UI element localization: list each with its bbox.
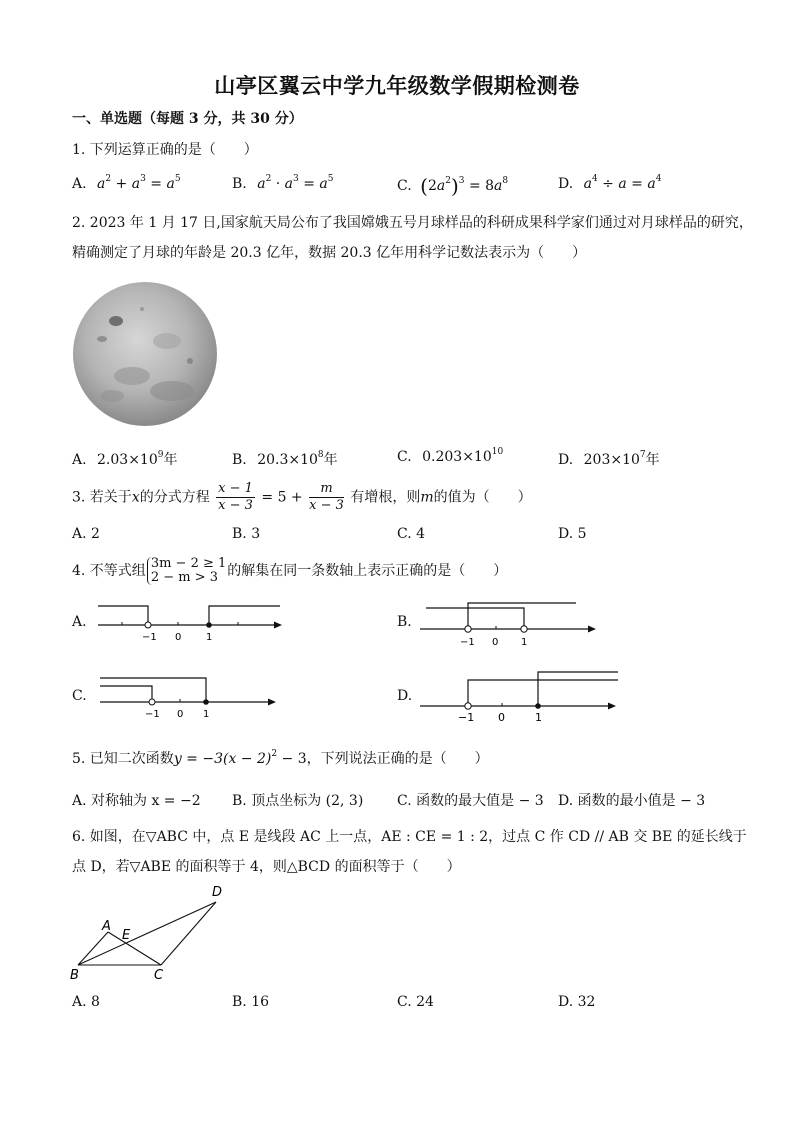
svg-text:−1: −1 (142, 632, 157, 643)
q6-option-a[interactable]: A. 8 (72, 994, 100, 1010)
q6-option-b[interactable]: B. 16 (232, 994, 270, 1010)
point-e-label: E (122, 928, 131, 943)
point-a-label: A (102, 919, 111, 934)
q2-option-c[interactable]: C. $0.203\times 10^{10}$ (397, 447, 504, 465)
q2-option-b[interactable]: B. $20.3\times 10^8$年 (232, 450, 338, 468)
svg-text:0: 0 (492, 637, 499, 648)
svg-text:1: 1 (206, 632, 213, 643)
q6-option-d[interactable]: D. 32 (558, 994, 596, 1010)
number-line-c (96, 670, 286, 722)
q6-option-c[interactable]: C. 24 (397, 994, 434, 1010)
number-line-a (92, 598, 288, 646)
q2-option-a[interactable]: A. $2.03\times 10^9$年 (72, 450, 178, 468)
q5-option-d[interactable]: D. 函数的最小值是 − 3 (558, 793, 706, 809)
triangle-figure (66, 882, 236, 986)
q3-option-b[interactable]: B. 3 (232, 526, 261, 542)
option-label: D. (558, 176, 574, 192)
q1-option-b[interactable]: B. $a^2 \cdot a^3 = a^5$ (232, 174, 334, 192)
number-line-b (418, 598, 604, 650)
option-label: B. (232, 176, 247, 192)
q2-stem-line2: 精确测定了月球的年龄是 20.3 亿年，数据 20.3 亿年用科学记数法表示为（ ） (72, 245, 587, 261)
q5-stem: 5. 已知二次函数$y = -3(x - 2)^2 - 3$，下列说法正确的是（ ） (72, 749, 489, 767)
q5-option-a[interactable]: A. 对称轴为 x = −2 (72, 793, 201, 809)
q6-stem-line2: 点 D，若▽ABE 的面积等于 4，则△BCD 的面积等于（ ） (72, 859, 461, 875)
q1-option-c[interactable]: C. $(2a^2)^3 = 8a^8$ (397, 174, 509, 198)
svg-text:0: 0 (175, 632, 182, 643)
q4-option-a-label[interactable]: A. (72, 614, 87, 630)
q3-option-d[interactable]: D. 5 (558, 526, 587, 542)
number-line-d (418, 668, 618, 724)
q4-option-c-label[interactable]: C. (72, 688, 87, 704)
fraction: $\frac{m}{x - 3}$ (309, 481, 344, 513)
q2-option-d[interactable]: D. $203\times 10^7$年 (558, 450, 660, 468)
q6-stem-line1: 6. 如图，在▽ABC 中，点 E 是线段 AC 上一点，AE : CE = 1 : 2，过点 C 作 CD // AB 交 BE 的延长线于 (72, 829, 747, 845)
q4-stem: 4. 不等式组 3m − 2 ≥ 1 2 − m > 3 的解集在同一条数轴上表示正确的是（ ） (72, 556, 508, 585)
q4-option-b-label[interactable]: B. (397, 614, 412, 630)
point-c-label: C (154, 968, 164, 983)
q5-option-c[interactable]: C. 函数的最大值是 − 3 (397, 793, 544, 809)
inequality-system: 3m − 2 ≥ 1 2 − m > 3 (147, 557, 226, 585)
section-heading: 一、单选题（每题 3 分，共 30 分） (72, 111, 303, 127)
svg-text:0: 0 (177, 709, 184, 720)
q3-stem: 3. 若关于x的分式方程 $\frac{x - 1}{x - 3}$ = 5 + $\frac{m}{x - 3}$ 有增根，则m的值为（ ） (72, 481, 532, 513)
svg-text:−1: −1 (460, 637, 475, 648)
q1-option-a[interactable]: A. $a^2 + a^3 = a^5$ (72, 174, 181, 192)
svg-text:1: 1 (203, 709, 210, 720)
fraction: $\frac{x - 1}{x - 3}$ (218, 481, 253, 513)
option-label: A. (72, 176, 87, 192)
svg-text:−1: −1 (145, 709, 160, 720)
point-d-label: D (212, 885, 223, 900)
q3-option-c[interactable]: C. 4 (397, 526, 426, 542)
q3-option-a[interactable]: A. 2 (72, 526, 100, 542)
q4-option-d-label[interactable]: D. (397, 688, 413, 704)
page-title: 山亭区翼云中学九年级数学假期检测卷 (214, 73, 580, 98)
q1-option-d[interactable]: D. $a^4 \div a = a^4$ (558, 174, 662, 192)
svg-text:1: 1 (521, 637, 528, 648)
q5-option-b[interactable]: B. 顶点坐标为 (2, 3) (232, 793, 364, 809)
svg-text:0: 0 (498, 711, 505, 724)
svg-text:−1: −1 (458, 711, 475, 724)
point-b-label: B (70, 968, 79, 983)
q1-stem: 1. 下列运算正确的是（ ） (72, 142, 258, 158)
svg-text:1: 1 (535, 711, 542, 724)
option-label: C. (397, 178, 412, 194)
moon-image (72, 281, 218, 427)
q2-stem-line1: 2. 2023 年 1 月 17 日,国家航天局公布了我国嫦娥五号月球样品的科研成果科学家们通过对月球样品的研究， (72, 215, 753, 231)
